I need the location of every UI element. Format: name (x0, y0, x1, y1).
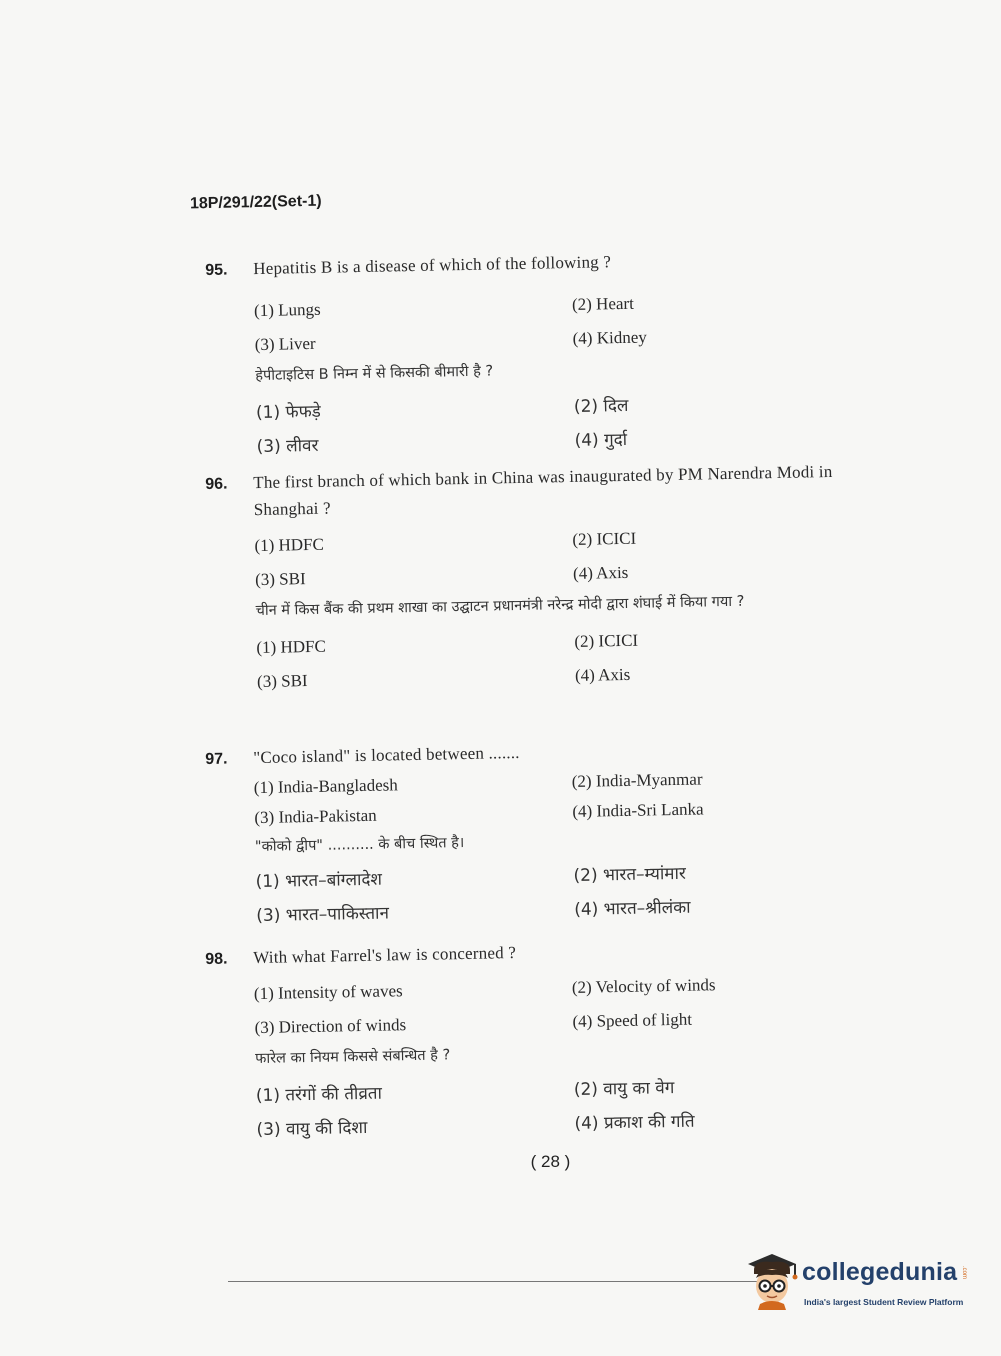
option-1: (1) Intensity of waves (253, 981, 403, 1004)
question-97 (205, 732, 889, 934)
option-4-hi: (4) भारत–श्रीलंका (574, 897, 691, 920)
option-2-hi: (2) भारत–म्यांमार (573, 863, 687, 886)
question-text-hi: "कोको द्वीप" .......... के बीच स्थित है। (254, 835, 465, 856)
student-mascot-icon (742, 1248, 804, 1310)
option-4: (4) Speed of light (572, 1009, 693, 1031)
option-3: (3) SBI (254, 569, 306, 590)
option-3-hi: (3) लीवर (256, 435, 319, 458)
option-2-hi: (2) दिल (573, 395, 629, 417)
footer-divider (228, 1281, 768, 1282)
question-text-en: With what Farrel's law is concerned ? (253, 943, 517, 968)
paper-code: 18P/291/22(Set-1) (189, 192, 322, 213)
options-en (254, 965, 887, 1045)
option-1: (1) Lungs (253, 299, 321, 321)
question-text-hi: चीन में किस बैंक की प्रथम शाखा का उद्घाटन प्रधानमंत्री नरेन्द्र मोदी द्वारा शंघाई में किया गया ? (255, 593, 745, 620)
option-1: (1) India-Bangladesh (253, 775, 398, 798)
options-hi (255, 853, 888, 933)
option-1-hi: (1) तरंगों की तीव्रता (255, 1083, 383, 1107)
options-hi (256, 619, 889, 699)
question-text-en: Hepatitis B is a disease of which of the following ? (253, 252, 612, 279)
option-3: (3) Direction of winds (254, 1015, 407, 1038)
option-4: (4) Kidney (572, 327, 647, 348)
option-3-hi: (3) वायु की दिशा (256, 1117, 368, 1141)
option-3-hi: (3) भारत–पाकिस्तान (256, 903, 390, 927)
question-98 (205, 932, 889, 1148)
option-2: (2) India-Myanmar (571, 769, 703, 791)
options-hi (256, 1067, 889, 1147)
option-4: (4) India-Sri Lanka (572, 799, 704, 821)
question-number: 98. (205, 950, 228, 968)
question-95 (205, 243, 889, 465)
option-3: (3) Liver (254, 333, 316, 355)
option-1: (1) HDFC (254, 534, 325, 556)
options-en (254, 761, 887, 833)
option-1-hi: (1) भारत–बांग्लादेश (255, 869, 383, 893)
question-number: 96. (205, 475, 228, 493)
question-96 (205, 457, 889, 700)
option-3: (3) India-Pakistan (254, 805, 377, 828)
logo-name: collegedunia (802, 1258, 958, 1286)
question-text-hi: फारेल का नियम किससे संबन्धित है ? (255, 1047, 451, 1068)
question-text-hi: हेपीटाइटिस B निम्न में से किसकी बीमारी है ? (255, 363, 494, 385)
logo-suffix: .com (961, 1266, 967, 1280)
question-text-en: The first branch of which bank in China was inaugurated by PM Narendra Modi in Shanghai ? (253, 461, 833, 520)
option-1-hi: (1) HDFC (256, 636, 327, 658)
option-4: (4) Axis (572, 562, 629, 583)
option-4-hi: (4) प्रकाश की गति (574, 1111, 695, 1134)
page-number: ( 28 ) (530, 1152, 571, 1171)
option-1-hi: (1) फेफड़े (255, 401, 322, 424)
option-2: (2) ICICI (572, 528, 637, 549)
option-2-hi: (2) वायु का वेग (573, 1078, 675, 1100)
options-hi (256, 384, 889, 464)
question-text-en: "Coco island" is located between ....... (253, 742, 520, 768)
option-3-hi: (3) SBI (256, 671, 308, 692)
option-2-hi: (2) ICICI (574, 630, 639, 651)
question-number: 97. (205, 750, 228, 768)
question-number: 95. (205, 261, 228, 279)
option-4-hi: (4) गुर्दा (574, 429, 628, 451)
collegedunia-logo (742, 1248, 972, 1318)
logo-tagline: India's largest Student Review Platform (804, 1297, 964, 1307)
options-en (254, 517, 887, 597)
option-2: (2) Heart (571, 293, 634, 314)
option-4-hi: (4) Axis (574, 664, 631, 685)
option-2: (2) Velocity of winds (571, 975, 716, 997)
options-en (254, 282, 887, 362)
